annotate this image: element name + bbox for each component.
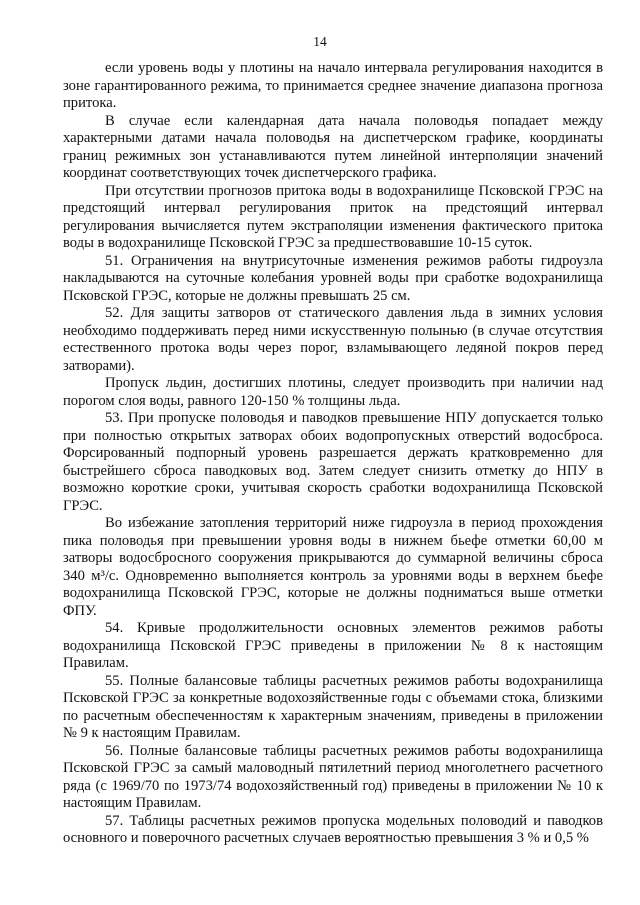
- paragraph: 56. Полные балансовые таблицы расчетных режимов работы водохранилища Псковской ГРЭС за самый маловодный пятилетний период многолетнего расчетного ряда (с 1969/70 по 1973/74 водохозяйственный год) приведены в приложении № 10 к настоящим Правилам.: [63, 742, 603, 811]
- paragraph: 55. Полные балансовые таблицы расчетных режимов работы водохранилища Псковской ГРЭС за конкретные водохозяйственные годы с объемами стока, близкими по расчетным обеспеченностям к характерным значениям, приведены в приложении № 9 к настоящим Правилам.: [63, 672, 603, 741]
- paragraph: 52. Для защиты затворов от статического давления льда в зимних условия необходимо поддерживать перед ними искусственную полынью (в случае отсутствия естественного протока воды через порог, взламывающего ледяной покров перед затворами).: [63, 305, 603, 374]
- paragraph: В случае если календарная дата начала половодья попадает между характерными датами начала половодья на диспетчерском графике, координаты границ режимных зон устанавливаются путем линейной интерполяции значений координат соответствующих точек диспетчерского графика.: [63, 112, 603, 181]
- paragraph: 57. Таблицы расчетных режимов пропуска модельных половодий и паводков основного и поверочного расчетных случаев вероятностью превышения 3 % и 0,5 %: [63, 812, 603, 846]
- document-body: [63, 60, 603, 848]
- paragraph: если уровень воды у плотины на начало интервала регулирования находится в зоне гарантированного режима, то принимается среднее значение диапазона прогноза притока.: [63, 60, 603, 111]
- page-number: 14: [313, 34, 327, 49]
- paragraph: Во избежание затопления территорий ниже гидроузла в период прохождения пика половодья при превышении уровня воды в нижнем бьефе отметки 60,00 м затворы водосбросного сооружения прикрываются до суммарной величины сброса 340 м³/с. Одновременно выполняется контроль за уровнями воды в верхнем бьефе водохранилища Псковской ГРЭС, которые не должны подниматься выше отметки ФПУ.: [63, 515, 603, 619]
- paragraph: Пропуск льдин, достигших плотины, следует производить при наличии над порогом слоя воды, равного 120-150 % толщины льда.: [63, 375, 603, 409]
- paragraph: 51. Ограничения на внутрисуточные изменения режимов работы гидроузла накладываются на суточные колебания уровней воды при сработке водохранилища Псковской ГРЭС, которые не должны превышать 25 см.: [63, 252, 603, 304]
- paragraph: 54. Кривые продолжительности основных элементов режимов работы водохранилища Псковской ГРЭС приведены в приложении № 8 к настоящим Правилам.: [63, 620, 603, 671]
- paragraph: При отсутствии прогнозов притока воды в водохранилище Псковской ГРЭС на предстоящий интервал регулирования приток на предстоящий интервал регулирования вычисляется путем экстраполяции изменения фактического притока воды в водохранилище Псковской ГРЭС за предшествовавшие 10-15 суток.: [63, 182, 603, 251]
- paragraph: 53. При пропуске половодья и паводков превышение НПУ допускается только при полностью открытых затворах обоих водопропускных отверстий водосброса. Форсированный подпорный уровень разрешается держать кратковременно для быстрейшего сброса паводковых вод. Затем следует снизить отметку до НПУ в возможно короткие сроки, учитывая скорость сработки водохранилища Псковской ГРЭС.: [63, 410, 603, 514]
